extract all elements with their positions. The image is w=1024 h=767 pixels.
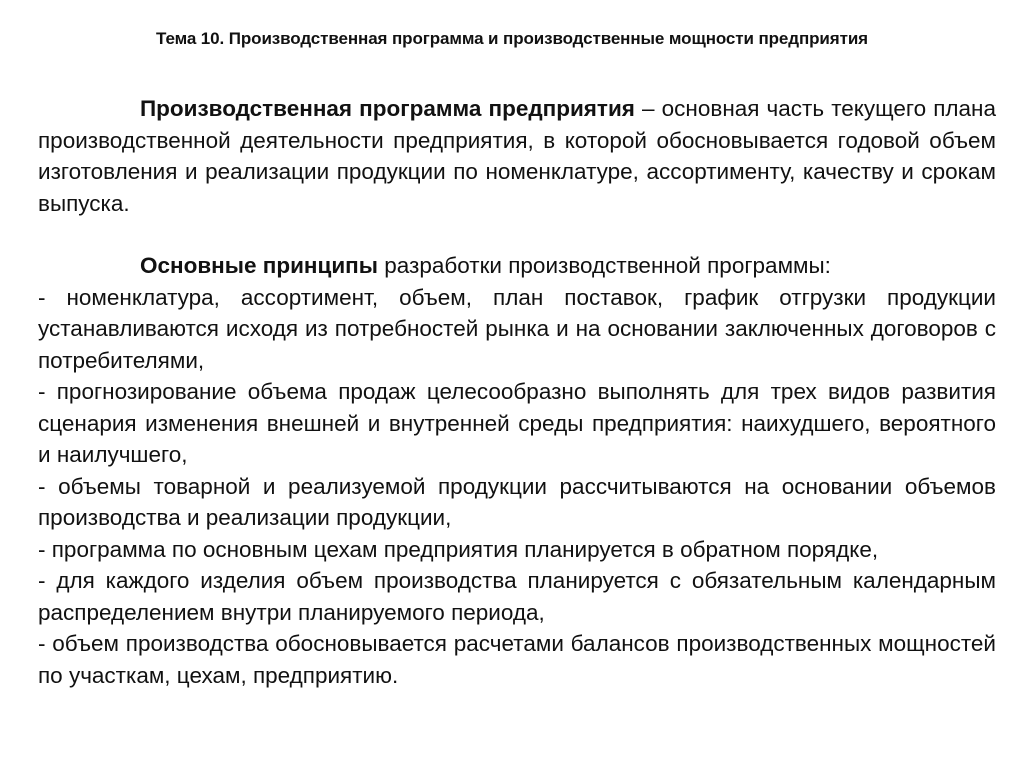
principles-heading bbox=[38, 250, 996, 282]
definition-term: Производственная программа предприятия bbox=[140, 96, 635, 121]
principles-heading-rest: разработки производственной программы: bbox=[377, 253, 831, 278]
principles-heading-bold: Основные принципы bbox=[140, 253, 378, 278]
principle-item: - программа по основным цехам предприятия планируется в обратном порядке, bbox=[38, 536, 879, 562]
slide-title: Тема 10. Производственная программа и производственные мощности предприятия bbox=[156, 29, 868, 48]
principle-item: - объемы товарной и реализуемой продукции рассчитываются на основании объемов производства и реализации продукции, bbox=[38, 473, 996, 530]
principle-item: - прогнозирование объема продаж целесообразно выполнять для трех видов развития сценария изменения внешней и внутренней среды предприятия: наихудшего, вероятного и наилучшего, bbox=[38, 379, 996, 467]
definition-paragraph bbox=[38, 93, 996, 219]
principle-item: - для каждого изделия объем производства планируется с обязательным календарным распределением внутри планируемого периода, bbox=[38, 568, 996, 625]
paragraph-gap bbox=[38, 219, 996, 250]
principle-item: - объем производства обосновывается расчетами балансов производственных мощностей по участкам, цехам, предприятию. bbox=[38, 631, 996, 688]
definition-text: – основная часть текущего плана производственной деятельности предприятия, в которой обосновывается годовой объем изготовления и реализации продукции по номенклатуре, ассортименту, качеству и срокам выпуска. bbox=[38, 96, 996, 216]
slide-body bbox=[38, 93, 996, 691]
principle-item: - номенклатура, ассортимент, объем, план поставок, график отгрузки продукции устанавливаются исходя из потребностей рынка и на основании заключенных договоров с потребителями, bbox=[38, 284, 996, 373]
